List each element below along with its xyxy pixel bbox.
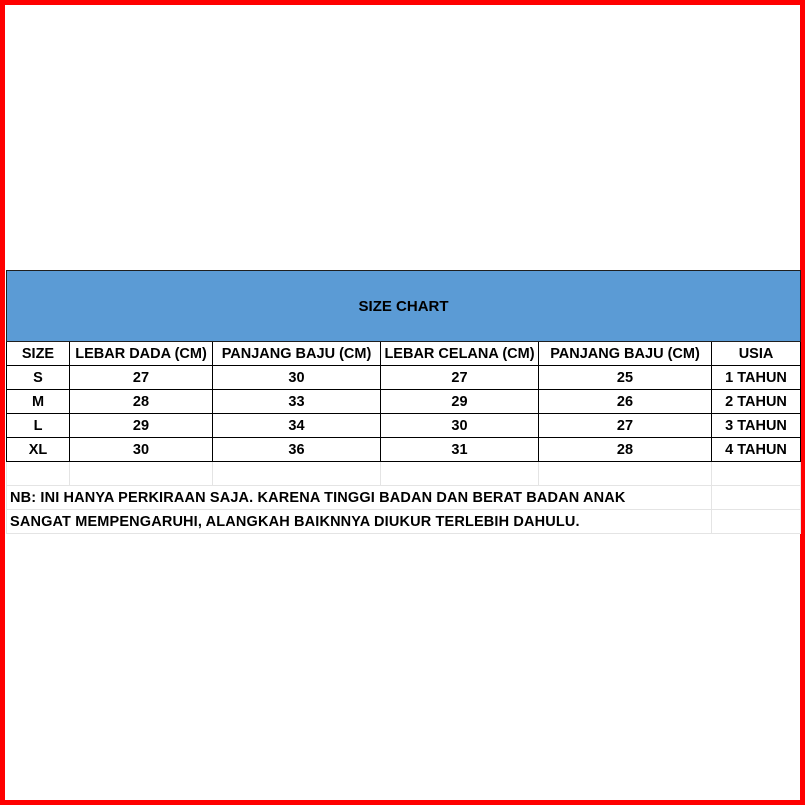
- cell-size: S: [7, 366, 70, 390]
- cell-lebar-dada: 30: [70, 438, 213, 462]
- header-row: [7, 342, 801, 366]
- cell-panjang-baju: 33: [213, 390, 381, 414]
- cell-panjang-baju-2: 28: [539, 438, 712, 462]
- cell-lebar-dada: 28: [70, 390, 213, 414]
- chart-title: SIZE CHART: [7, 271, 801, 342]
- cell-panjang-baju-2: 26: [539, 390, 712, 414]
- cell-usia: 2 TAHUN: [712, 390, 801, 414]
- cell-panjang-baju: 30: [213, 366, 381, 390]
- cell-lebar-celana: 31: [381, 438, 539, 462]
- header-panjang-baju-2: PANJANG BAJU (CM): [539, 342, 712, 366]
- empty-cell: [7, 462, 70, 486]
- empty-cell: [712, 510, 801, 534]
- size-chart-table: [6, 270, 801, 534]
- empty-cell: [539, 462, 712, 486]
- cell-usia: 4 TAHUN: [712, 438, 801, 462]
- table-row: [7, 438, 801, 462]
- cell-usia: 1 TAHUN: [712, 366, 801, 390]
- empty-cell: [712, 462, 801, 486]
- note-line-2: SANGAT MEMPENGARUHI, ALANGKAH BAIKNNYA DIUKUR TERLEBIH DAHULU.: [7, 510, 712, 534]
- cell-panjang-baju: 36: [213, 438, 381, 462]
- header-size: SIZE: [7, 342, 70, 366]
- title-row: [7, 271, 801, 342]
- cell-lebar-celana: 29: [381, 390, 539, 414]
- header-usia: USIA: [712, 342, 801, 366]
- cell-size: M: [7, 390, 70, 414]
- cell-panjang-baju-2: 25: [539, 366, 712, 390]
- header-lebar-dada: LEBAR DADA (CM): [70, 342, 213, 366]
- cell-size: XL: [7, 438, 70, 462]
- empty-cell: [712, 486, 801, 510]
- cell-panjang-baju-2: 27: [539, 414, 712, 438]
- header-lebar-celana: LEBAR CELANA (CM): [381, 342, 539, 366]
- table-row: [7, 366, 801, 390]
- cell-lebar-celana: 27: [381, 366, 539, 390]
- cell-lebar-celana: 30: [381, 414, 539, 438]
- table-row: [7, 414, 801, 438]
- cell-lebar-dada: 29: [70, 414, 213, 438]
- empty-row: [7, 462, 801, 486]
- cell-panjang-baju: 34: [213, 414, 381, 438]
- cell-size: L: [7, 414, 70, 438]
- empty-cell: [213, 462, 381, 486]
- note-row-2: [7, 510, 801, 534]
- note-line-1: NB: INI HANYA PERKIRAAN SAJA. KARENA TINGGI BADAN DAN BERAT BADAN ANAK: [7, 486, 712, 510]
- empty-cell: [381, 462, 539, 486]
- empty-cell: [70, 462, 213, 486]
- cell-usia: 3 TAHUN: [712, 414, 801, 438]
- size-chart-sheet: [6, 270, 800, 534]
- table-row: [7, 390, 801, 414]
- header-panjang-baju: PANJANG BAJU (CM): [213, 342, 381, 366]
- cell-lebar-dada: 27: [70, 366, 213, 390]
- note-row-1: [7, 486, 801, 510]
